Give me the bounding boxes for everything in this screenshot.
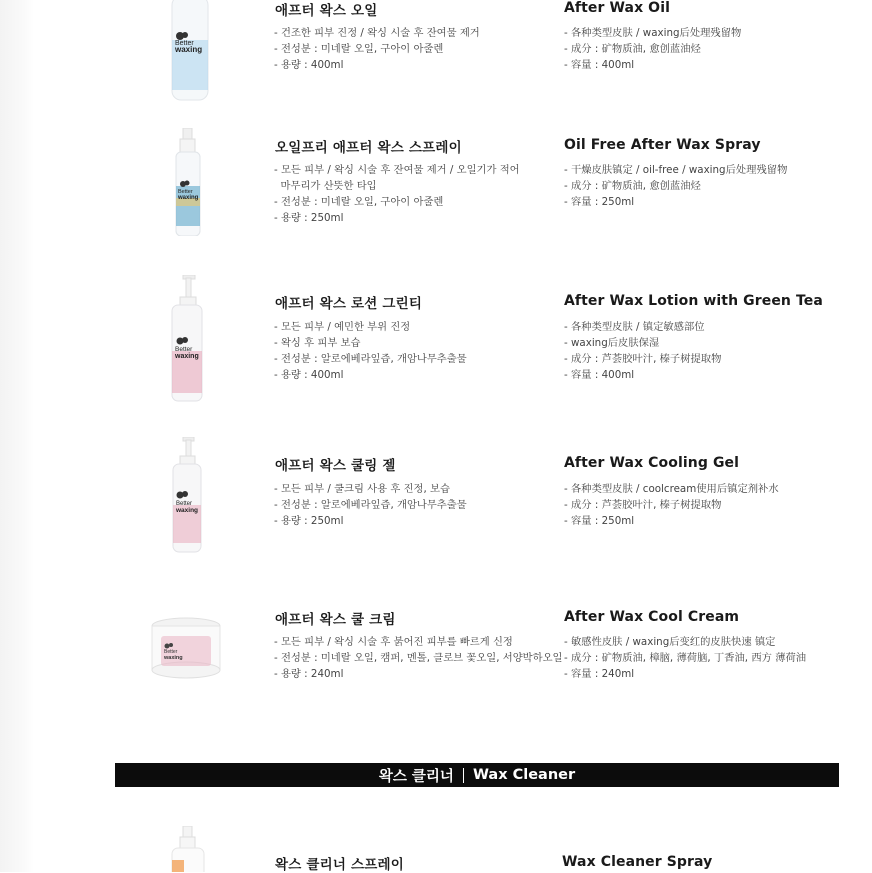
detail-line: - 용량 : 400ml bbox=[274, 369, 344, 381]
oil-bottle-icon bbox=[166, 0, 214, 104]
detail-line: - 모든 피부 / 왁싱 시술 후 붉어진 피부를 빠르게 신정 bbox=[274, 636, 513, 648]
detail-line: - 용량 : 250ml bbox=[274, 515, 344, 527]
product-title-ko: 왁스 클리너 스프레이 bbox=[275, 857, 404, 873]
product-title-en: Oil Free After Wax Spray bbox=[564, 137, 761, 153]
bottle-brand-line1: Better bbox=[175, 40, 194, 47]
product-title-en: After Wax Cooling Gel bbox=[564, 455, 740, 471]
detail-line: - 容量 : 240ml bbox=[564, 668, 635, 680]
detail-line: - 成分 : 矿物质油, 樟脑, 薄荷脑, 丁香油, 西方 薄荷油 bbox=[564, 652, 807, 664]
detail-line: - 容量 : 400ml bbox=[564, 369, 635, 381]
product-title-ko: 애프터 왁스 로션 그린티 bbox=[275, 296, 423, 312]
cream-jar-icon bbox=[150, 616, 222, 682]
detail-line: - 전성분 : 알로에베라잎즙, 개암나무추출물 bbox=[274, 499, 467, 511]
product-details-zh bbox=[564, 25, 741, 73]
section-title-ko: 왁스 클리너 bbox=[378, 768, 454, 785]
cleaner-spray-bottle-icon bbox=[166, 826, 210, 872]
bottle-brand-line1: Better bbox=[178, 189, 193, 195]
bottle-brand-line2: waxing bbox=[176, 507, 199, 514]
jar-brand-line2: waxing bbox=[164, 655, 183, 661]
detail-line: - 용량 : 400ml bbox=[274, 59, 344, 71]
gel-pump-bottle-icon bbox=[168, 437, 206, 553]
product-details-ko bbox=[274, 481, 467, 529]
product-title-en: After Wax Oil bbox=[564, 0, 670, 16]
product-details-zh bbox=[564, 634, 806, 682]
product-cooling-gel bbox=[0, 434, 872, 559]
detail-line: 마무리가 산뜻한 타입 bbox=[274, 180, 377, 192]
detail-line: - 전성분 : 미네랄 오일, 구아이 아줄렌 bbox=[274, 43, 444, 55]
product-details-zh bbox=[564, 481, 779, 529]
bottle-brand-line2: waxing bbox=[175, 353, 199, 360]
detail-line: - 모든 피부 / 왁싱 시술 후 잔여물 제거 / 오일기가 적어 bbox=[274, 164, 520, 176]
detail-line: - 容量 : 250ml bbox=[564, 196, 635, 208]
product-title-ko: 오일프리 애프터 왁스 스프레이 bbox=[275, 140, 462, 156]
bottle-brand-line2: waxing bbox=[178, 195, 199, 201]
lotion-pump-bottle-icon bbox=[167, 275, 207, 403]
detail-line: - 건조한 피부 진정 / 왁싱 시술 후 잔여물 제거 bbox=[274, 27, 480, 39]
detail-line: - 용량 : 240ml bbox=[274, 668, 344, 680]
spray-bottle-icon bbox=[170, 128, 206, 236]
detail-line: - 모든 피부 / 쿨크림 사용 후 진정, 보습 bbox=[274, 483, 450, 495]
product-cool-cream bbox=[0, 590, 872, 690]
detail-line: - 容量 : 400ml bbox=[564, 59, 635, 71]
product-details-ko bbox=[274, 319, 467, 383]
product-after-wax-oil bbox=[0, 0, 872, 110]
detail-line: - 전성분 : 미네랄 오일, 구아이 아줄렌 bbox=[274, 196, 444, 208]
product-lotion-green-tea bbox=[0, 272, 872, 407]
detail-line: - 전성분 : 미네랄 오일, 캠퍼, 멘톨, 클로브 꽃오일, 서양박하오일 bbox=[274, 652, 563, 664]
detail-line: - 成分 : 矿物质油, 愈创蓝油烃 bbox=[564, 43, 701, 55]
bottle-brand-line2: waxing bbox=[175, 45, 203, 54]
product-details-ko bbox=[274, 634, 562, 682]
detail-line: - 成分 : 芦荟胶叶汁, 榛子树提取物 bbox=[564, 499, 722, 511]
product-title-en: Wax Cleaner Spray bbox=[562, 854, 713, 870]
product-details-zh bbox=[564, 319, 721, 383]
product-details-zh bbox=[564, 162, 787, 210]
product-details-ko bbox=[274, 162, 520, 226]
detail-line: - 전성분 : 알로에베라잎즙, 개암나무추출물 bbox=[274, 353, 467, 365]
bottle-brand-line1: Better bbox=[175, 346, 193, 353]
detail-line: - 各种类型皮肤 / waxing后处理残留物 bbox=[564, 27, 742, 39]
section-divider bbox=[463, 768, 464, 783]
detail-line: - 왁싱 후 피부 보습 bbox=[274, 337, 361, 349]
detail-line: - 成分 : 矿物质油, 愈创蓝油烃 bbox=[564, 180, 701, 192]
product-title-en: After Wax Lotion with Green Tea bbox=[564, 293, 823, 309]
product-title-en: After Wax Cool Cream bbox=[564, 609, 740, 625]
product-title-ko: 애프터 왁스 쿨 크림 bbox=[275, 612, 396, 628]
jar-brand-line1: Better bbox=[164, 649, 178, 655]
detail-line: - waxing后皮肤保湿 bbox=[564, 337, 660, 349]
detail-line: - 成分 : 芦荟胶叶汁, 榛子树提取物 bbox=[564, 353, 722, 365]
section-title-en: Wax Cleaner bbox=[472, 767, 576, 783]
product-title-ko: 애프터 왁스 쿨링 젤 bbox=[275, 458, 396, 474]
detail-line: - 各种类型皮肤 / 镇定敏感部位 bbox=[564, 321, 705, 333]
detail-line: - 各种类型皮肤 / coolcream使用后镇定剂补水 bbox=[564, 483, 779, 495]
detail-line: - 容量 : 250ml bbox=[564, 515, 635, 527]
section-banner-wax-cleaner bbox=[115, 763, 839, 787]
product-oil-free-spray bbox=[0, 125, 872, 245]
product-title-ko: 애프터 왁스 오일 bbox=[275, 3, 378, 19]
detail-line: - 敏感性皮肤 / waxing后变红的皮肤快速 镇定 bbox=[564, 636, 776, 648]
detail-line: - 모든 피부 / 예민한 부위 진정 bbox=[274, 321, 411, 333]
bottle-brand-line1: Better bbox=[176, 501, 193, 507]
product-wax-cleaner-spray bbox=[0, 820, 872, 872]
detail-line: - 干燥皮肤镇定 / oil-free / waxing后处理残留物 bbox=[564, 164, 788, 176]
product-details-ko bbox=[274, 25, 480, 73]
detail-line: - 용량 : 250ml bbox=[274, 212, 344, 224]
